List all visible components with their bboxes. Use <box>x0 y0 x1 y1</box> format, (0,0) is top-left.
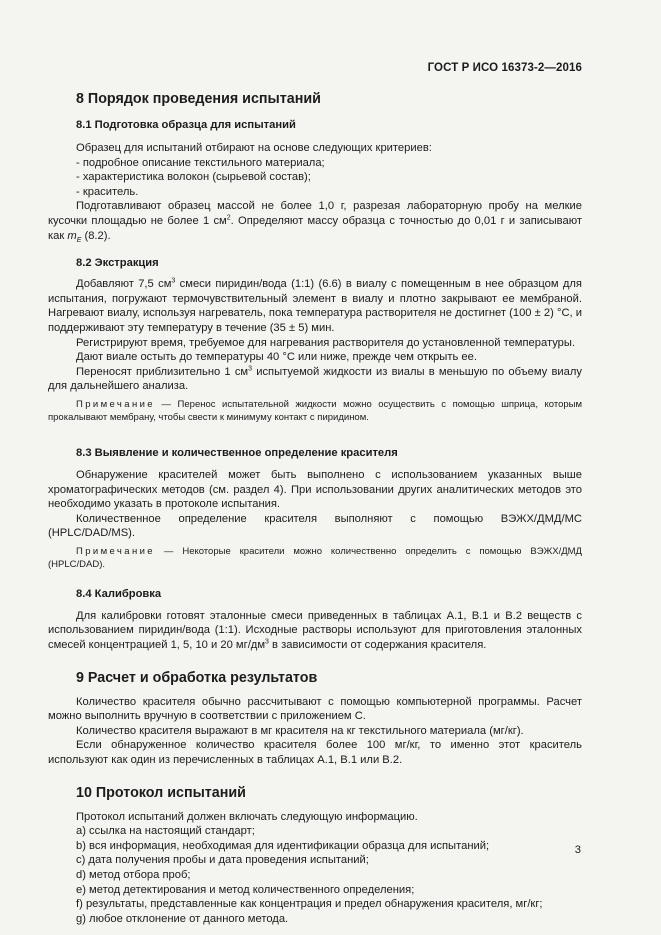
section-8-2-title: 8.2 Экстракция <box>76 257 159 270</box>
s10-list-item: f) результаты, представленные как концентрация и предел обнаружения красителя, мг/кг; <box>76 898 543 911</box>
s82-note: Примечание — Перенос испытательной жидкости можно осуществить с помощью шприца, которым прокалывают мембрану, чтобы свести к минимуму контакт с пиридином. <box>48 398 582 423</box>
section-10-title: 10 Протокол испытаний <box>76 784 246 801</box>
s9-paragraph-1: Количество красителя обычно рассчитывают с помощью компьютерной программы. Расчет можно выполнить вручную в соответствии с приложением С. <box>48 695 582 723</box>
s83-paragraph-2: Количественное определение красителя выполняют с помощью ВЭЖХ/ДМД/МС (HPLC/DAD/MS). <box>48 512 582 540</box>
s84-paragraph-1: Для калибровки готовят эталонные смеси приведенных в таблицах А.1, В.1 и В.2 веществ с использованием пиридин/вода (1:1). Исходные растворы используют для приготовления эталонных смесей концентрацией 1, 5, 10 и 20 $мг/дм^3$ в зависимости от содержания красителя. <box>48 609 582 652</box>
s10-paragraph-1: Протокол испытаний должен включать следующую информацию. <box>76 810 418 823</box>
s10-list-item: e) метод детектирования и метод количественного определения; <box>76 883 415 896</box>
s81-paragraph-2: Подготавливают образец массой не более 1,0 г, разрезая лабораторную пробу на мелкие кусочки площадью не более 1 $см^2$. Определяют массу образца с точностью до 0,01 г и записывают как $m_E$ (8.2). <box>48 200 582 244</box>
s10-list-item: g) любое отклонение от данного метода. <box>76 912 289 925</box>
s10-list-item: b) вся информация, необходимая для идентификации образца для испытаний; <box>76 839 490 852</box>
s81-list-item: - подробное описание текстильного материала; <box>76 156 325 169</box>
s82-paragraph-3: Дают виале остыть до температуры 40 °С или ниже, прежде чем открыть ее. <box>76 351 477 364</box>
section-8-1-title: 8.1 Подготовка образца для испытаний <box>76 119 296 131</box>
s82-paragraph-2: Регистрируют время, требуемое для нагревания растворителя до установленной температуры. <box>76 336 576 349</box>
s10-list-item: c) дата получения пробы и дата проведения испытаний; <box>76 854 369 867</box>
s10-list-item: d) метод отбора проб; <box>76 869 191 881</box>
s81-list-item: - характеристика волокон (сырьевой состав); <box>76 171 311 184</box>
page-content <box>48 90 582 926</box>
s83-note: Примечание — Некоторые красители можно количественно определить с помощью ВЭЖХ/ДМД (HPLC/DAD). <box>48 545 582 570</box>
s82-paragraph-1: Добавляют 7,5 $см^3$ смеси пиридин/вода (1:1) (6.6) в виалу с помещенным в нее образцом для испытания, погружают термочувствительный элемент в виалу и плотно закрывают ее мембраной. Нагревают виалу, используя нагреватель, пока температура растворителя не достигнет (100 ± 2) °С, и поддерживают эту температуру в течение (35 ± 5) мин. <box>48 277 582 334</box>
section-9-title: 9 Расчет и обработка результатов <box>76 669 318 686</box>
s10-list-item: a) ссылка на настоящий стандарт; <box>76 825 255 838</box>
standard-header: ГОСТ Р ИСО 16373-2—2016 <box>427 62 582 74</box>
s81-paragraph-1: Образец для испытаний отбирают на основе следующих критериев: <box>76 142 432 154</box>
section-8-4-title: 8.4 Калибровка <box>76 587 162 600</box>
s9-paragraph-3: Если обнаруженное количество красителя более 100 мг/кг, то именно этот краситель используют как один из перечисленных в таблицах А.1, В.1 или В.2. <box>48 739 582 767</box>
s82-paragraph-4: Переносят приблизительно 1 $см^3$ испытуемой жидкости из виалы в меньшую по объему виалу для дальнейшего анализа. <box>48 364 582 393</box>
section-8-3-title: 8.3 Выявление и количественное определение красителя <box>76 446 398 459</box>
s83-paragraph-1: Обнаружение красителей может быть выполнено с использованием указанных выше хроматографических методов (см. раздел 4). При использовании других аналитических методов это необходимо указать в протоколе испытания. <box>48 468 582 511</box>
page-number: 3 <box>574 844 581 856</box>
s81-list-item: - краситель. <box>76 185 139 198</box>
section-8-title: 8 Порядок проведения испытаний <box>76 91 321 107</box>
s9-paragraph-2: Количество красителя выражают в мг красителя на кг текстильного материала (мг/кг). <box>76 724 524 737</box>
